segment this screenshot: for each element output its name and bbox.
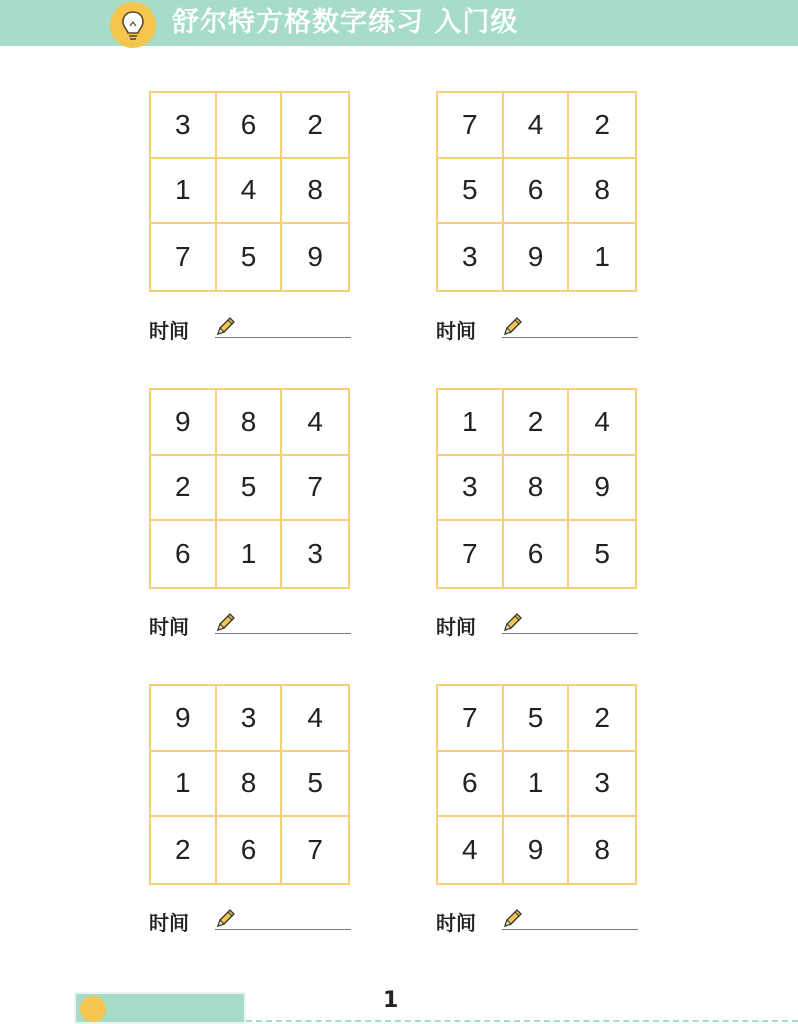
grid-cell: 8 — [282, 159, 348, 225]
grid-cell: 7 — [438, 686, 504, 752]
page-number: 1 — [383, 988, 399, 1013]
schulte-grid-4 — [436, 388, 637, 589]
grid-cell: 3 — [569, 752, 635, 818]
grid-cell: 2 — [151, 456, 217, 522]
grid-cell: 1 — [504, 752, 570, 818]
grid-cell: 8 — [217, 752, 283, 818]
grid-cell: 8 — [594, 834, 610, 866]
time-row-4 — [436, 609, 641, 639]
grid-cell: 7 — [307, 834, 323, 866]
grid-cell: 9 — [504, 817, 570, 883]
pencil-icon — [502, 611, 524, 633]
time-row-5 — [149, 905, 354, 935]
grid-cell: 3 — [438, 224, 504, 290]
grid-cell: 6 — [217, 93, 283, 159]
grid-cell: 9 — [151, 686, 217, 752]
grid-cell: 9 — [307, 241, 323, 273]
time-label: 时间 — [436, 319, 476, 343]
grid-cell: 1 — [594, 241, 610, 273]
grid-cell: 3 — [151, 93, 217, 159]
time-label: 时间 — [149, 319, 189, 343]
time-label: 时间 — [149, 615, 189, 639]
grid-cell: 2 — [282, 93, 348, 159]
pencil-icon — [502, 907, 524, 929]
time-input-line[interactable] — [215, 929, 351, 930]
footer-circle-icon — [80, 996, 106, 1022]
time-input-line[interactable] — [502, 633, 638, 634]
grid-cell: 4 — [282, 390, 348, 456]
schulte-grid-2 — [436, 91, 637, 292]
grid-cell: 3 — [307, 538, 323, 570]
grid-cell: 9 — [151, 390, 217, 456]
time-label: 时间 — [149, 911, 189, 935]
grid-cell: 5 — [438, 159, 504, 225]
time-row-3 — [149, 609, 354, 639]
grid-cell: 7 — [438, 93, 504, 159]
time-row-6 — [436, 905, 641, 935]
grid-cell: 7 — [282, 456, 348, 522]
grid-cell: 1 — [217, 521, 283, 587]
schulte-grid-6 — [436, 684, 637, 885]
time-input-line[interactable] — [215, 633, 351, 634]
grid-cell: 6 — [504, 159, 570, 225]
grid-cell: 4 — [282, 686, 348, 752]
pencil-icon — [215, 315, 237, 337]
grid-cell: 3 — [217, 686, 283, 752]
grid-cell: 5 — [282, 752, 348, 818]
time-input-line[interactable] — [215, 337, 351, 338]
grid-cell: 2 — [569, 93, 635, 159]
schulte-grid-1 — [149, 91, 350, 292]
time-input-line[interactable] — [502, 337, 638, 338]
grid-cell: 1 — [151, 159, 217, 225]
grid-cell: 5 — [504, 686, 570, 752]
grid-cell: 8 — [217, 390, 283, 456]
grid-cell: 7 — [151, 224, 217, 290]
grid-cell: 1 — [151, 752, 217, 818]
grid-cell: 9 — [569, 456, 635, 522]
grid-cell: 4 — [504, 93, 570, 159]
time-label: 时间 — [436, 911, 476, 935]
grid-cell: 4 — [438, 817, 504, 883]
grid-cell: 4 — [569, 390, 635, 456]
grid-cell: 5 — [594, 538, 610, 570]
page-title: 舒尔特方格数字练习 入门级 — [172, 7, 519, 38]
grid-cell: 8 — [504, 456, 570, 522]
schulte-grid-5 — [149, 684, 350, 885]
time-row-1 — [149, 313, 354, 343]
lightbulb-icon — [110, 2, 156, 48]
grid-cell: 4 — [217, 159, 283, 225]
grid-cell: 2 — [504, 390, 570, 456]
grid-cell: 5 — [217, 224, 283, 290]
time-row-2 — [436, 313, 641, 343]
grid-cell: 9 — [504, 224, 570, 290]
grid-cell: 2 — [569, 686, 635, 752]
grid-cell: 2 — [151, 817, 217, 883]
grid-cell: 5 — [217, 456, 283, 522]
grid-cell: 6 — [504, 521, 570, 587]
grid-cell: 7 — [438, 521, 504, 587]
grid-cell: 6 — [151, 521, 217, 587]
pencil-icon — [215, 611, 237, 633]
time-label: 时间 — [436, 615, 476, 639]
grid-cell: 6 — [217, 817, 283, 883]
time-input-line[interactable] — [502, 929, 638, 930]
pencil-icon — [215, 907, 237, 929]
grid-cell: 3 — [438, 456, 504, 522]
footer-divider — [246, 1020, 798, 1022]
schulte-grid-3 — [149, 388, 350, 589]
grid-cell: 8 — [569, 159, 635, 225]
grid-cell: 1 — [438, 390, 504, 456]
grid-cell: 6 — [438, 752, 504, 818]
pencil-icon — [502, 315, 524, 337]
